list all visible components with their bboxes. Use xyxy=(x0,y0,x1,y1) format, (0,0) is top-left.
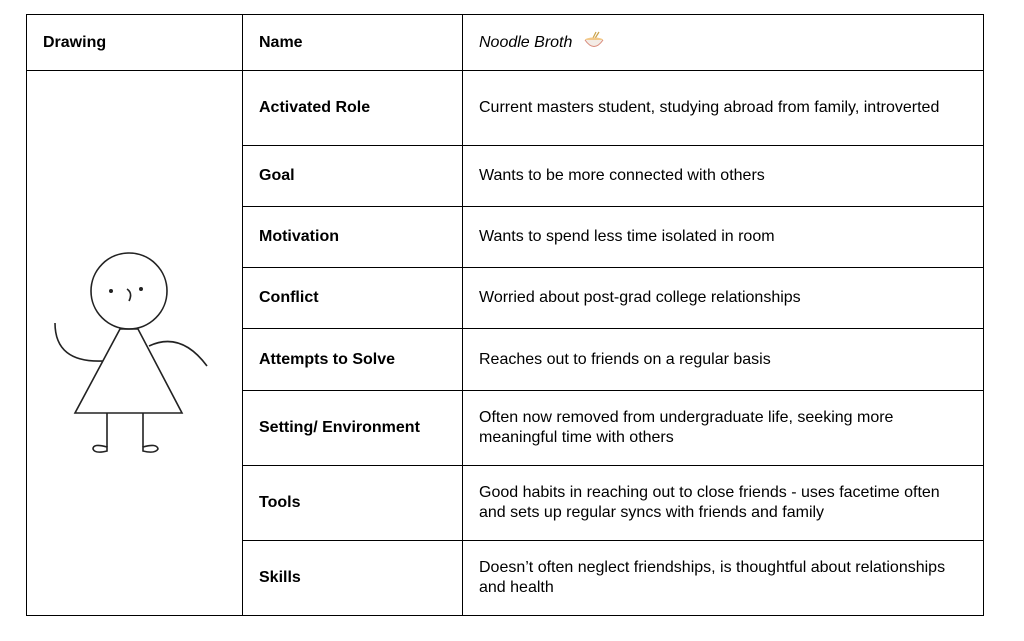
row-value: Good habits in reaching out to close friends - uses facetime often and sets up regular syncs with friends and family xyxy=(463,465,984,540)
name-value: Noodle Broth xyxy=(479,33,573,51)
row-label: Attempts to Solve xyxy=(243,329,463,390)
table-row xyxy=(27,71,984,146)
row-label: Conflict xyxy=(243,268,463,329)
row-label: Skills xyxy=(243,540,463,615)
stick-figure-drawing xyxy=(27,71,210,615)
row-label: Motivation xyxy=(243,207,463,268)
row-value: Doesn’t often neglect friendships, is thoughtful about relationships and health xyxy=(463,540,984,615)
row-value: Wants to be more connected with others xyxy=(463,146,984,207)
header-row xyxy=(27,15,984,71)
persona-table xyxy=(26,14,984,616)
row-label: Activated Role xyxy=(243,71,463,146)
row-label: Setting/ Environment xyxy=(243,390,463,465)
name-label: Name xyxy=(243,15,463,71)
row-label: Goal xyxy=(243,146,463,207)
row-value: Reaches out to friends on a regular basis xyxy=(463,329,984,390)
drawing-cell xyxy=(27,71,243,616)
row-label: Tools xyxy=(243,465,463,540)
row-value: Often now removed from undergraduate life, seeking more meaningful time with others xyxy=(463,390,984,465)
row-value: Current masters student, studying abroad from family, introverted xyxy=(463,71,984,146)
row-value: Wants to spend less time isolated in room xyxy=(463,207,984,268)
noodle-bowl-icon xyxy=(584,31,604,55)
drawing-header: Drawing xyxy=(27,15,243,71)
name-cell xyxy=(463,15,984,71)
row-value: Worried about post-grad college relationships xyxy=(463,268,984,329)
